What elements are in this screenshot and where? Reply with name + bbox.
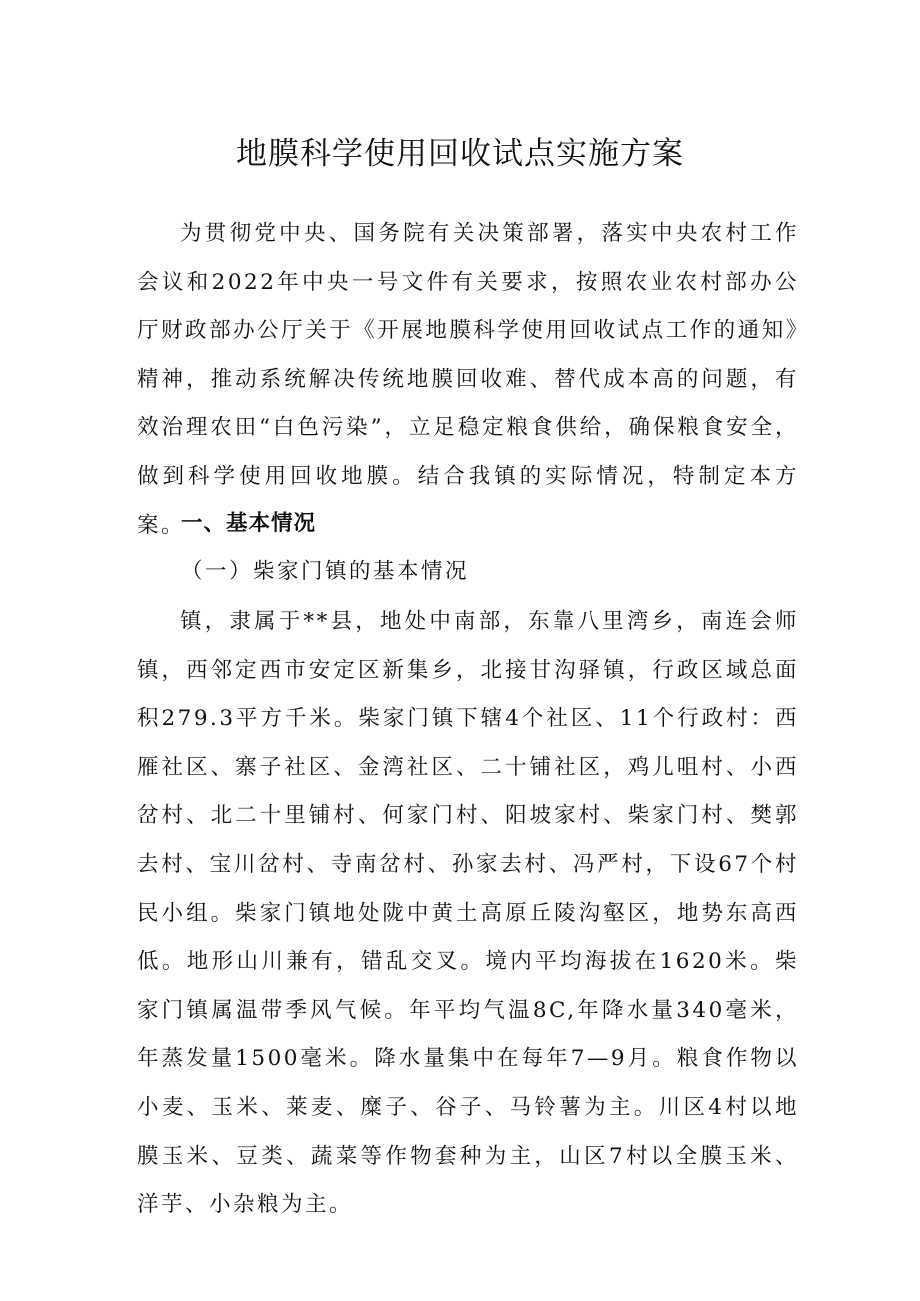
- town-situation-paragraph: 镇，隶属于**县，地处中南部，东靠八里湾乡，南连会师镇，西邻定西市安定区新集乡，北接甘沟驿镇，行政区域总面积279.3平方千米。柴家门镇下辖4个社区、11个行政村：西雁社区、寨子社区、金湾社区、二十铺社区，鸡儿咀村、小西岔村、北二十里铺村、何家门村、阳坡家村、柴家门村、樊郭去村、宝川岔村、寺南岔村、孙家去村、冯严村，下设67个村民小组。柴家门镇地处陇中黄土高原丘陵沟壑区，地势东高西低。地形山川兼有，错乱交叉。境内平均海拔在1620米。柴家门镇属温带季风气候。年平均气温8C,年降水量340毫米，年蒸发量1500毫米。降水量集中在每年7—9月。粮食作物以小麦、玉米、莱麦、糜子、谷子、马铃薯为主。川区4村以地膜玉米、豆类、蔬菜等作物套种为主，山区7村以全膜玉米、洋芋、小杂粮为主。: [137, 609, 799, 1218]
- subsection-heading-town-situation: （一）柴家门镇的基本情况: [181, 559, 470, 584]
- section-heading-basic-situation: 一、基本情况: [181, 511, 317, 536]
- document-title: 地膜科学使用回收试点实施方案: [236, 136, 684, 172]
- intro-paragraph: 为贯彻党中央、国务院有关决策部署，落实中央农村工作会议和2022年中央一号文件有关要求，按照农业农村部办公厅财政部办公厅关于《开展地膜科学使用回收试点工作的通知》精神，推动系统解决传统地膜回收难、替代成本高的问题，有效治理农田“白色污染”，立足稳定粮食供给，确保粮食安全，做到科学使用回收地膜。结合我镇的实际情况，特制定本方案。: [137, 221, 799, 538]
